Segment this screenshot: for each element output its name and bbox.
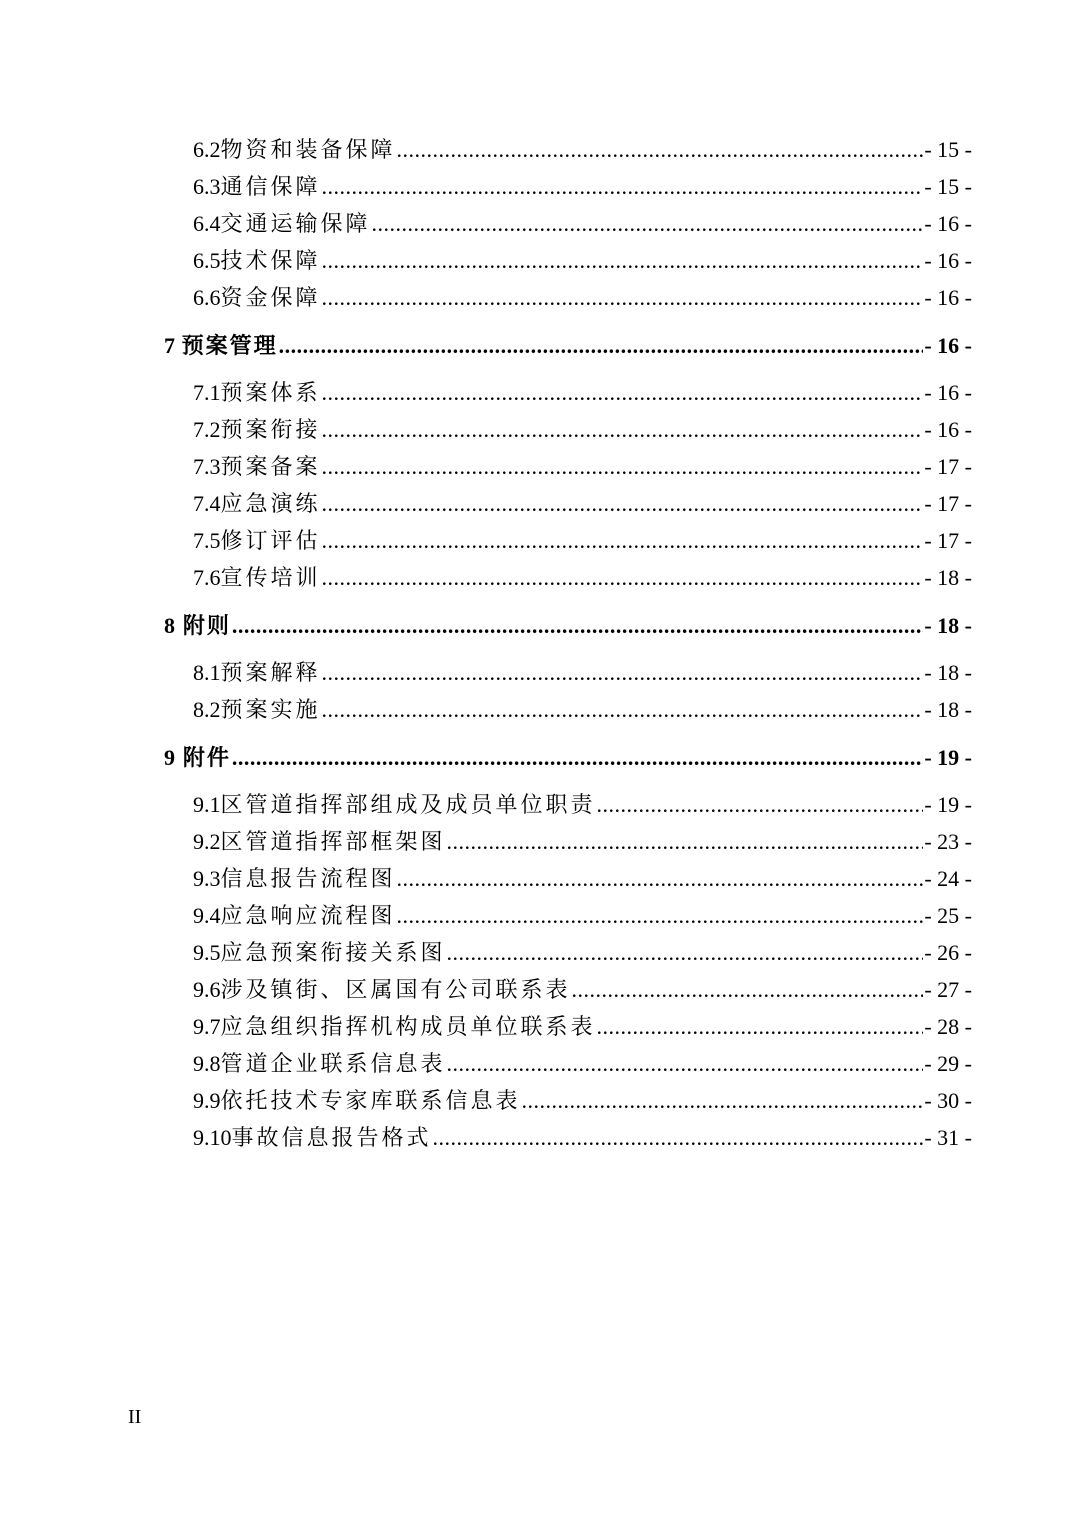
toc-entry-page: - 16 -	[924, 211, 972, 236]
toc-entry[interactable]	[193, 173, 972, 201]
toc-entry[interactable]	[164, 612, 972, 640]
toc-entry-title: 应急响应流程图	[220, 903, 396, 928]
toc-dot-leader	[322, 416, 924, 444]
toc-entry-page: - 27 -	[924, 977, 972, 1002]
toc-dot-leader	[322, 173, 924, 201]
toc-entry-number: 7.1	[193, 380, 221, 405]
toc-entry[interactable]	[164, 744, 972, 772]
toc-entry[interactable]	[193, 284, 972, 312]
toc-dot-leader	[597, 1013, 924, 1041]
toc-entry-title: 附则	[182, 613, 231, 638]
toc-entry-title: 预案衔接	[220, 417, 321, 442]
toc-entry-title: 应急预案衔接关系图	[220, 940, 446, 965]
toc-entry-page: - 18 -	[924, 660, 972, 685]
toc-entry-number: 9.2	[193, 829, 221, 854]
toc-entry[interactable]	[193, 136, 972, 164]
toc-entry-number: 7.6	[193, 565, 221, 590]
toc-entry[interactable]	[193, 1050, 972, 1078]
toc-entry-number: 8.2	[193, 697, 221, 722]
toc-dot-leader	[322, 453, 924, 481]
toc-entry-page: - 26 -	[924, 940, 972, 965]
toc-entry-page: - 19 -	[924, 792, 972, 817]
toc-entry-page: - 16 -	[924, 333, 972, 358]
toc-dot-leader	[447, 939, 924, 967]
toc-dot-leader	[522, 1087, 924, 1115]
toc-entry[interactable]	[193, 791, 972, 819]
toc-entry[interactable]	[193, 696, 972, 724]
toc-entry[interactable]	[193, 527, 972, 555]
toc-entry[interactable]	[193, 453, 972, 481]
toc-entry-page: - 17 -	[924, 491, 972, 516]
toc-entry-page: - 28 -	[924, 1014, 972, 1039]
toc-dot-leader	[322, 527, 924, 555]
toc-entry-title: 修订评估	[220, 528, 321, 553]
toc-entry-title: 宣传培训	[220, 565, 321, 590]
toc-entry-number: 9.5	[193, 940, 221, 965]
toc-entry-page: - 15 -	[924, 137, 972, 162]
toc-entry-page: - 19 -	[924, 745, 972, 770]
toc-entry[interactable]	[193, 828, 972, 856]
toc-entry-title: 事故信息报告格式	[231, 1125, 432, 1150]
toc-entry-number: 6.4	[193, 211, 221, 236]
toc-dot-leader	[447, 1050, 924, 1078]
toc-dot-leader	[322, 379, 924, 407]
toc-entry-title: 交通运输保障	[220, 211, 371, 236]
toc-dot-leader	[322, 659, 924, 687]
toc-entry-title: 附件	[182, 745, 231, 770]
toc-entry-title: 区管道指挥部框架图	[220, 829, 446, 854]
toc-entry[interactable]	[193, 564, 972, 592]
toc-entry-title: 应急演练	[220, 491, 321, 516]
toc-entry-title: 技术保障	[220, 248, 321, 273]
toc-entry-title: 应急组织指挥机构成员单位联系表	[220, 1014, 596, 1039]
toc-entry-page: - 16 -	[924, 417, 972, 442]
toc-entry-number: 6.5	[193, 248, 221, 273]
toc-entry[interactable]	[193, 939, 972, 967]
toc-entry-title: 通信保障	[220, 174, 321, 199]
toc-entry-title: 预案备案	[220, 454, 321, 479]
toc-entry-number: 9.4	[193, 903, 221, 928]
toc-entry-number: 7.4	[193, 491, 221, 516]
toc-entry-number: 6.2	[193, 137, 221, 162]
toc-entry[interactable]	[193, 865, 972, 893]
toc-dot-leader	[597, 791, 924, 819]
toc-entry-number: 9.8	[193, 1051, 221, 1076]
toc-entry-number: 7.3	[193, 454, 221, 479]
toc-dot-leader	[322, 284, 924, 312]
toc-entry[interactable]	[193, 1013, 972, 1041]
toc-entry-page: - 29 -	[924, 1051, 972, 1076]
toc-entry-page: - 17 -	[924, 528, 972, 553]
toc-dot-leader	[322, 564, 924, 592]
toc-dot-leader	[279, 332, 924, 360]
toc-dot-leader	[322, 696, 924, 724]
toc-entry-title: 预案体系	[220, 380, 321, 405]
toc-entry-title: 预案解释	[220, 660, 321, 685]
toc-entry-number: 9.3	[193, 866, 221, 891]
toc-entry-page: - 23 -	[924, 829, 972, 854]
toc-dot-leader	[397, 865, 924, 893]
toc-entry[interactable]	[193, 247, 972, 275]
toc-entry-number: 7	[164, 333, 175, 358]
toc-entry-number: 8	[164, 613, 175, 638]
toc-entry[interactable]	[193, 659, 972, 687]
toc-entry-number: 9.7	[193, 1014, 221, 1039]
toc-entry[interactable]	[193, 1087, 972, 1115]
toc-entry-number: 8.1	[193, 660, 221, 685]
toc-dot-leader	[397, 136, 924, 164]
toc-entry-title: 信息报告流程图	[220, 866, 396, 891]
toc-dot-leader	[397, 902, 924, 930]
page-number-footer: II	[128, 1406, 142, 1428]
toc-entry-title: 预案管理	[181, 333, 278, 358]
toc-entry-title: 依托技术专家库联系信息表	[220, 1088, 521, 1113]
toc-dot-leader	[433, 1124, 924, 1152]
toc-dot-leader	[232, 744, 923, 772]
toc-entry-title: 涉及镇街、区属国有公司联系表	[220, 977, 571, 1002]
toc-entry-number: 9.10	[193, 1125, 232, 1150]
toc-entry-page: - 25 -	[924, 903, 972, 928]
toc-entry-page: - 24 -	[924, 866, 972, 891]
toc-entry[interactable]	[193, 976, 972, 1004]
toc-entry-page: - 18 -	[924, 565, 972, 590]
toc-entry-title: 资金保障	[220, 285, 321, 310]
toc-entry[interactable]	[193, 379, 972, 407]
toc-entry-number: 6.6	[193, 285, 221, 310]
toc-entry-number: 7.5	[193, 528, 221, 553]
toc-entry-page: - 15 -	[924, 174, 972, 199]
toc-dot-leader	[322, 490, 924, 518]
toc-entry-page: - 30 -	[924, 1088, 972, 1113]
toc-dot-leader	[372, 210, 924, 238]
toc-entry-title: 区管道指挥部组成及成员单位职责	[220, 792, 596, 817]
toc-entry-page: - 16 -	[924, 285, 972, 310]
toc-entry-number: 9.1	[193, 792, 221, 817]
toc-entry-page: - 16 -	[924, 248, 972, 273]
toc-entry-page: - 18 -	[924, 613, 972, 638]
toc-entry-page: - 16 -	[924, 380, 972, 405]
toc-dot-leader	[572, 976, 924, 1004]
toc-dot-leader	[232, 612, 923, 640]
toc-dot-leader	[447, 828, 924, 856]
toc-entry[interactable]	[193, 210, 972, 238]
toc-entry-number: 9	[164, 745, 175, 770]
toc-entry-title: 物资和装备保障	[220, 137, 396, 162]
toc-entry[interactable]	[193, 416, 972, 444]
toc-entry[interactable]	[193, 490, 972, 518]
toc-entry-page: - 18 -	[924, 697, 972, 722]
toc-entry-page: - 17 -	[924, 454, 972, 479]
toc-entry-title: 预案实施	[220, 697, 321, 722]
toc-entry[interactable]	[193, 902, 972, 930]
toc-entry-number: 7.2	[193, 417, 221, 442]
toc-entry[interactable]	[164, 332, 972, 360]
toc-entry-title: 管道企业联系信息表	[220, 1051, 446, 1076]
toc-entry-page: - 31 -	[924, 1125, 972, 1150]
toc-dot-leader	[322, 247, 924, 275]
toc-entry-number: 9.9	[193, 1088, 221, 1113]
toc-entry[interactable]	[193, 1124, 972, 1152]
toc-entry-number: 6.3	[193, 174, 221, 199]
toc-entry-number: 9.6	[193, 977, 221, 1002]
